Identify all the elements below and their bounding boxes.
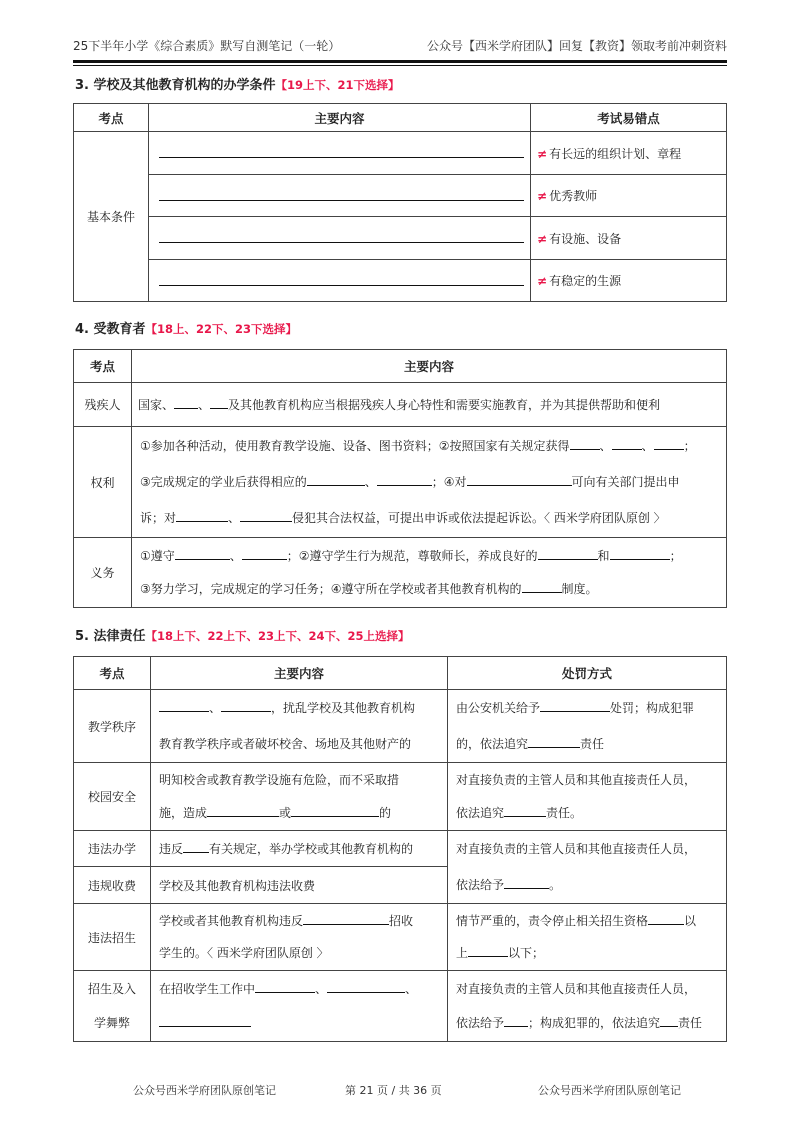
blank[interactable] — [307, 474, 365, 486]
error-text: 有长远的组织计划、章程 — [549, 146, 682, 161]
error-cell — [531, 175, 727, 217]
text: 学舞弊 — [93, 1016, 130, 1030]
text: 、 — [364, 475, 377, 489]
content-cell — [132, 383, 727, 427]
text: ； — [683, 439, 696, 453]
text: 、 — [228, 511, 241, 525]
row-label: 违法办学 — [74, 831, 151, 867]
text: 学生的。〈 西米学府团队原创 〉 — [159, 946, 329, 960]
text: 的 — [379, 805, 392, 820]
penalty-cell — [448, 763, 727, 831]
text: 招生及入 — [87, 982, 136, 996]
blank[interactable] — [207, 805, 279, 817]
page-header — [73, 37, 727, 54]
col-header: 考点 — [74, 104, 149, 132]
text: ①参加各种活动，使用教育教学设施、设备、图书资料；②按照国家有关规定获得 — [140, 439, 570, 453]
conditions-table — [73, 103, 727, 302]
section-title-text: 5. 法律责任 — [75, 629, 146, 644]
row-label — [74, 971, 151, 1042]
content-cell — [151, 831, 448, 867]
text: ；构成犯罪的，依法追究 — [528, 1016, 661, 1030]
blank[interactable] — [610, 548, 670, 560]
text: 情节严重的，责令停止相关招生资格 — [456, 914, 649, 928]
footer-right: 公众号西米学府团队原创笔记 — [538, 1084, 681, 1097]
text: 依法给予 — [456, 878, 505, 892]
error-cell — [531, 260, 727, 302]
text: 的，依法追究 — [456, 737, 529, 751]
row-label: 违规收费 — [74, 867, 151, 904]
error-text: 有设施、设备 — [549, 231, 622, 246]
content-cell — [132, 427, 727, 538]
text: 、 — [315, 982, 328, 996]
text: ①遵守 — [140, 548, 175, 563]
row-label: 义务 — [74, 538, 132, 608]
blank[interactable] — [538, 548, 598, 560]
text: 有关规定，举办学校或其他教育机构的 — [209, 842, 414, 856]
blank[interactable] — [175, 548, 230, 560]
text: 制度。 — [561, 581, 598, 596]
text: 学校或者其他教育机构违反 — [159, 914, 304, 928]
text: ③努力学习，完成规定的学习任务；④遵守所在学校或者其他教育机构的 — [140, 581, 522, 596]
content-cell — [151, 690, 448, 763]
text: 依法追究 — [456, 805, 505, 820]
row-label: 残疾人 — [74, 383, 132, 427]
text: ；②遵守学生行为规范，尊敬师长，养成良好的 — [286, 548, 538, 563]
section-3-title — [75, 74, 400, 93]
blank[interactable] — [570, 438, 600, 450]
col-header: 主要内容 — [132, 350, 727, 383]
blank[interactable] — [242, 548, 287, 560]
row-label: 权利 — [74, 427, 132, 538]
blank[interactable] — [467, 474, 572, 486]
blank[interactable] — [255, 981, 315, 993]
text: 及其他教育机构应当根据残疾人身心特性和需要实施教育，并为其提供帮助和便利 — [228, 398, 661, 412]
exam-tag: 【18上下、22上下、23上下、24下、25上选择】 — [145, 629, 410, 643]
col-header: 考点 — [74, 350, 132, 383]
blank[interactable] — [221, 700, 271, 712]
header-rule — [73, 60, 727, 63]
text: 教育教学秩序或者破坏校舍、场地及其他财产的 — [159, 737, 412, 751]
text: 诉；对 — [140, 511, 177, 525]
col-header: 考试易错点 — [531, 104, 727, 132]
text: 在招收学生工作中 — [159, 982, 256, 996]
not-equal-icon: ≠ — [537, 146, 548, 161]
text: 责任。 — [546, 805, 583, 820]
content-cell — [151, 971, 448, 1042]
row-label: 违法招生 — [74, 904, 151, 971]
text: 和 — [597, 548, 610, 563]
text: 违反 — [159, 842, 184, 856]
text: 国家、 — [138, 398, 175, 412]
header-rule-thin — [73, 65, 727, 66]
penalty-cell — [448, 904, 727, 971]
penalty-cell — [448, 831, 727, 904]
blank[interactable] — [528, 736, 580, 748]
blank[interactable] — [504, 1015, 528, 1027]
blank[interactable] — [176, 510, 228, 522]
blank[interactable] — [522, 581, 562, 593]
section-4-title — [75, 318, 297, 337]
text: ，扰乱学校及其他教育机构 — [271, 701, 416, 715]
col-header: 主要内容 — [149, 104, 531, 132]
blank[interactable] — [240, 510, 292, 522]
blank[interactable] — [660, 1015, 678, 1027]
section-title-text: 4. 受教育者 — [75, 322, 146, 337]
blank[interactable] — [648, 913, 684, 925]
blank[interactable] — [540, 700, 610, 712]
text: 、 — [405, 982, 418, 996]
text: 、 — [641, 439, 654, 453]
content-cell: 学校及其他教育机构违法收费 — [151, 867, 448, 904]
error-text: 优秀教师 — [549, 189, 598, 203]
col-header: 主要内容 — [151, 657, 448, 690]
not-equal-icon: ≠ — [537, 274, 548, 288]
exam-tag: 【18上、22下、23下选择】 — [145, 322, 298, 336]
row-label: 教学秩序 — [74, 690, 151, 763]
text: 侵犯其合法权益，可提出申诉或依法提起诉讼。〈 西米学府团队原创 〉 — [292, 511, 666, 525]
blank[interactable] — [468, 945, 508, 957]
error-cell — [531, 132, 727, 175]
text: 招收 — [389, 914, 414, 928]
blank[interactable] — [654, 438, 684, 450]
text: 对直接负责的主管人员和其他直接责任人员， — [456, 772, 697, 787]
blank[interactable] — [159, 1015, 251, 1027]
exam-tag: 【19上下、21下选择】 — [275, 78, 400, 92]
not-equal-icon: ≠ — [537, 231, 548, 246]
not-equal-icon: ≠ — [537, 189, 548, 203]
text: 对直接负责的主管人员和其他直接责任人员， — [456, 842, 697, 856]
header-left: 25下半年小学《综合素质》默写自测笔记（一轮） — [73, 39, 341, 53]
page-number: 第 21 页 / 共 36 页 — [345, 1084, 442, 1097]
section-5-title — [75, 625, 410, 644]
text: 明知校舍或教育教学设施有危险，而不采取措 — [159, 772, 400, 787]
blank[interactable] — [159, 700, 209, 712]
col-header: 考点 — [74, 657, 151, 690]
text: 上 — [456, 946, 469, 960]
error-cell — [531, 217, 727, 260]
fill-blank-cell[interactable] — [149, 217, 531, 260]
section-title-text: 3. 学校及其他教育机构的办学条件 — [75, 78, 276, 93]
content-cell — [151, 904, 448, 971]
text: 可向有关部门提出申 — [571, 475, 680, 489]
fill-blank-cell[interactable] — [149, 260, 531, 302]
blank[interactable] — [291, 805, 379, 817]
blank[interactable] — [327, 981, 405, 993]
text: 、 — [229, 548, 242, 563]
blank[interactable] — [183, 841, 209, 853]
text: 处罚；构成犯罪 — [610, 701, 695, 715]
penalty-cell — [448, 971, 727, 1042]
text: 或 — [279, 805, 292, 820]
blank[interactable] — [303, 913, 389, 925]
text: 、 — [209, 701, 222, 715]
col-header: 处罚方式 — [448, 657, 727, 690]
text: 施，造成 — [159, 805, 208, 820]
text: 由公安机关给予 — [456, 701, 541, 715]
text: 责任 — [580, 737, 605, 751]
text: ③完成规定的学业后获得相应的 — [140, 475, 307, 489]
blank[interactable] — [504, 877, 549, 889]
penalty-cell — [448, 690, 727, 763]
text: 依法给予 — [456, 1016, 505, 1030]
text: 。 — [549, 878, 562, 892]
blank[interactable] — [504, 805, 546, 817]
row-label: 校园安全 — [74, 763, 151, 831]
blank[interactable] — [377, 474, 432, 486]
blank[interactable] — [612, 438, 642, 450]
header-right: 公众号【西米学府团队】回复【教资】领取考前冲刺资料 — [426, 39, 727, 53]
text: 责任 — [678, 1016, 703, 1030]
text: 以下； — [508, 946, 545, 960]
text: 对直接负责的主管人员和其他直接责任人员， — [456, 982, 697, 996]
text: ；④对 — [431, 475, 467, 489]
category-cell: 基本条件 — [74, 132, 149, 302]
content-cell — [151, 763, 448, 831]
error-text: 有稳定的生源 — [549, 274, 622, 288]
blank[interactable] — [210, 397, 228, 409]
text: 、 — [599, 439, 612, 453]
blank[interactable] — [174, 397, 198, 409]
students-table — [73, 349, 727, 608]
content-cell — [132, 538, 727, 608]
text: 以 — [684, 914, 697, 928]
text: 、 — [198, 398, 211, 412]
fill-blank-cell[interactable] — [149, 132, 531, 175]
footer-left: 公众号西米学府团队原创笔记 — [133, 1084, 276, 1097]
legal-liability-table — [73, 656, 727, 1042]
fill-blank-cell[interactable] — [149, 175, 531, 217]
text: ； — [669, 548, 682, 563]
